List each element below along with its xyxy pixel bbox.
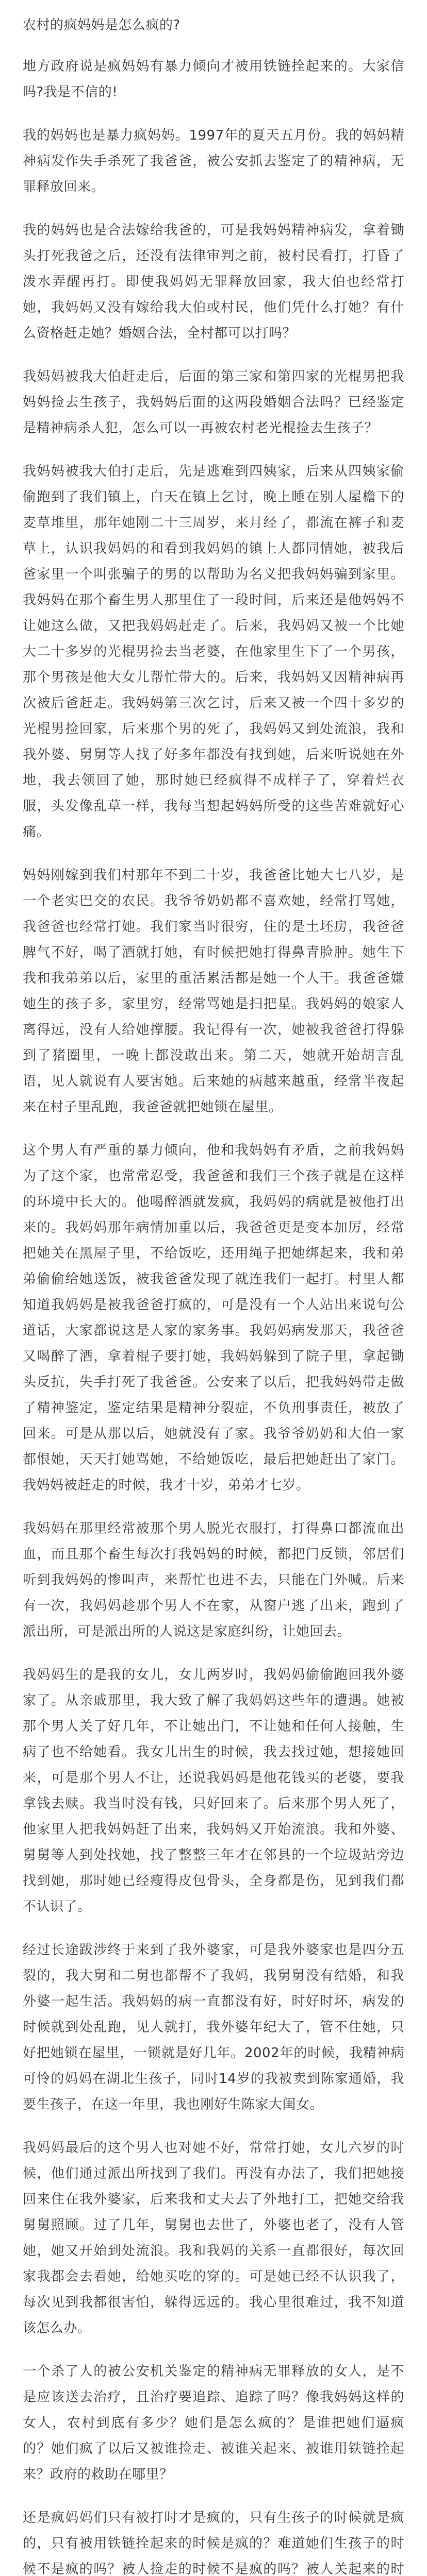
paragraph: 我妈妈生的是我的女儿，女儿两岁时，我妈妈偷偷跑回我外婆家了。从亲戚那里，我大致了解了我妈妈这些年的遭遇。她被那个男人关了好几年，不让她出门，不让她和任何人接触，生病了也不给她看。我女儿出生的时候，我去找过她，想接她回来，可是那个男人不让，还说我妈妈是他花钱买的老婆，要我拿钱去赎。我当时没有钱，只好回来了。后来那个男人死了，他家里人把我妈妈赶了出来，我妈妈又开始流浪。我和外婆、舅舅等人到处找她，找了整整三年才在邻县的一个垃圾站旁边找到她，那时她已经瘦得皮包骨头，全身都是伤，见到我们都不认识了。 [23, 1667, 404, 1914]
paragraph: 我的妈妈也是合法嫁给我爸的，可是我妈妈精神病发，拿着锄头打死我爸之后，还没有法律审判之前，被村民看打，打昏了泼水弄醒再打。即使我妈妈无罪释放回家，我大伯也经常打她，我妈妈又没有嫁给我大伯或村民，他们凭什么打她？有什么资格赶走她？婚姻合法，全村都可以打吗？ [23, 223, 404, 341]
article-title: 农村的疯妈妈是怎么疯的? [23, 18, 180, 33]
paragraph: 这个男人有严重的暴力倾向，他和我妈妈有矛盾，之前我妈妈为了这个家，也常常忍受，我爸爸和我们三个孩子就是在这样的环境中长大的。他喝醉酒就发疯，我妈妈的病就是被他打出来的。我妈妈那年病情加重以后，我爸爸更是变本加厉，经常把她关在黑屋子里，不给饭吃，还用绳子把她绑起来，我和弟弟偷偷给她送饭，被我爸爸发现了就连我们一起打。村里人都知道我妈妈是被我爸爸打疯的，可是没有一个人站出来说句公道话，大家都说这是人家的家务事。我妈妈病发那天，我爸爸又喝醉了酒，拿着棍子要打她，我妈妈躲到了院子里，拿起锄头反抗，失手打死了我爸爸。公安来了以后，把我妈妈带走做了精神鉴定，鉴定结果是精神分裂症，不负刑事责任，被放了回来。可是从那以后，她就没有了家。我爷爷奶奶和大伯一家都恨她，天天打她骂她，不给她饭吃，最后把她赶出了家门。我妈妈被赶走的时候，我才十岁，弟弟才七岁。 [23, 1143, 404, 1493]
paragraph: 我妈妈最后的这个男人也对她不好，常常打她，女儿六岁的时候，他们通过派出所找到了我们。再没有办法了，我们把她接回来住在我外婆家，后来我和丈夫去了外地打工，把她交给我舅舅照顾。过了几年，舅舅也去世了，外婆也老了，没有人管她，她又开始到处流浪。我和我妈的关系一直都很好，每次回家我都会去看她，给她买吃的穿的。可是她已经不认识我了，每次见到我都很害怕，躲得远远的。我心里很难过，我不知道该怎么办。 [23, 2140, 404, 2336]
paragraph: 我妈妈被我大伯打走后，先是逃难到四姨家，后来从四姨家偷偷跑到了我们镇上，白天在镇上乞讨，晚上睡在别人屋檐下的麦草堆里，那年她刚二十三周岁，来月经了，都流在裤子和麦草上，认识我妈妈的和看到我妈妈的镇上人都同情她，被我后爸家里一个叫张骗子的男的以帮助为名义把我妈妈骗到家里。我妈妈在那个畜生男人那里住了一段时间，后来还是他妈妈不让她这么做，又把我妈妈赶走了。后来，我妈妈又被一个比她大二十多岁的光棍男捡去当老婆，在他家里生下了一个男孩，那个男孩是他大女儿帮忙带大的。后来，我妈妈又因精神病再次被后爸赶走。我妈妈第三次乞讨，后来又被一个四十多岁的光棍男捡回家，后来那个男的死了，我妈妈又到处流浪，我和我外婆、舅舅等人找了好多年都没有找到她，后来听说她在外地，我去领回了她，那时她已经疯得不成样子了，穿着烂衣服，头发像乱草一样，我每当想起妈妈所受的这些苦难就好心痛。 [23, 464, 404, 840]
paragraph: 经过长途跋涉终于来到了我外婆家，可是我外婆家也是四分五裂的，我大舅和二舅也都帮不了我妈，我舅舅没有结婚，和我外婆一起生活。我妈妈的病一直都没有好，时好时坏，病发的时候就到处乱跑，见人就打，我外婆年纪大了，管不住她，只好把她锁在屋里，一锁就是好几年。2002年的时候，我精神病可怜的妈妈在湖北生孩子，同时14岁的我被卖到陈家通婚，我要生孩子，在这一年里，我也刚好生陈家大闺女。 [23, 1942, 404, 2112]
paragraph: 还是疯妈妈们只有被打时才是疯的，只有生孩子的时候就是疯的，只有被用铁链拴起来的时候是疯的？难道她们生孩子的时候不是疯的吗？被人捡走的时候不是疯的吗？被人关起来的时 [23, 2510, 404, 2576]
paragraph: 地方政府说是疯妈妈有暴力倾向才被用铁链拴起来的。大家信吗?我是不信的! [23, 59, 404, 100]
paragraph: 我的妈妈也是暴力疯妈妈。1997年的夏天五月份。我的妈妈精神病发作失手杀死了我爸爸，被公安抓去鉴定了的精神病，无罪释放回来。 [23, 128, 404, 195]
paragraph: 妈妈刚嫁到我们村那年不到二十岁，我爸爸比她大七八岁，是一个老实巴交的农民。我爷爷奶奶都不喜欢她，经常打骂她，我爸爸也经常打她。我们家当时很穷，住的是土坯房，我爸爸脾气不好，喝了酒就打她，有时候把她打得鼻青脸肿。她生下我和我弟弟以后，家里的重活累活都是她一个人干。我爸爸嫌她生的孩子多，家里穷，经常骂她是扫把星。我妈妈的娘家人离得远，没有人给她撑腰。我记得有一次，她被我爸爸打得躲到了猪圈里，一晚上都没敢出来。第二天，她就开始胡言乱语，见人就说有人要害她。后来她的病越来越重，经常半夜起来在村子里乱跑，我爸爸就把她锁在屋里。 [23, 868, 404, 1115]
paragraph: 我妈妈被我大伯赶走后，后面的第三家和第四家的光棍男把我妈妈捡去生孩子，我妈妈后面的这两段婚姻合法吗？已经鉴定是精神病杀人犯，怎么可以一再被农村老光棍捡去生孩子？ [23, 369, 404, 436]
paragraph: 我妈妈在那里经常被那个男人脱光衣服打，打得鼻口都流血出血，而且那个畜生每次打我妈妈的时候，都把门反锁，邻居们听到我妈妈的惨叫声，来帮忙也进不去，只能在门外喊。后来有一次，我妈妈趁那个男人不在家，从窗户逃了出来，跑到了派出所，可是派出所的人说这是家庭纠纷，让她回去。 [23, 1521, 404, 1639]
paragraph: 一个杀了人的被公安机关鉴定的精神病无罪释放的女人，是不是应该送去治疗，且治疗要追踪、追踪了吗？像我妈妈这样的女人，农村到底有多少？她们是怎么疯的？是谁把她们逼疯的？她们疯了以后又被谁捡走、被谁关起来、被谁用铁链拴起来？政府的救助在哪里？ [23, 2364, 404, 2482]
